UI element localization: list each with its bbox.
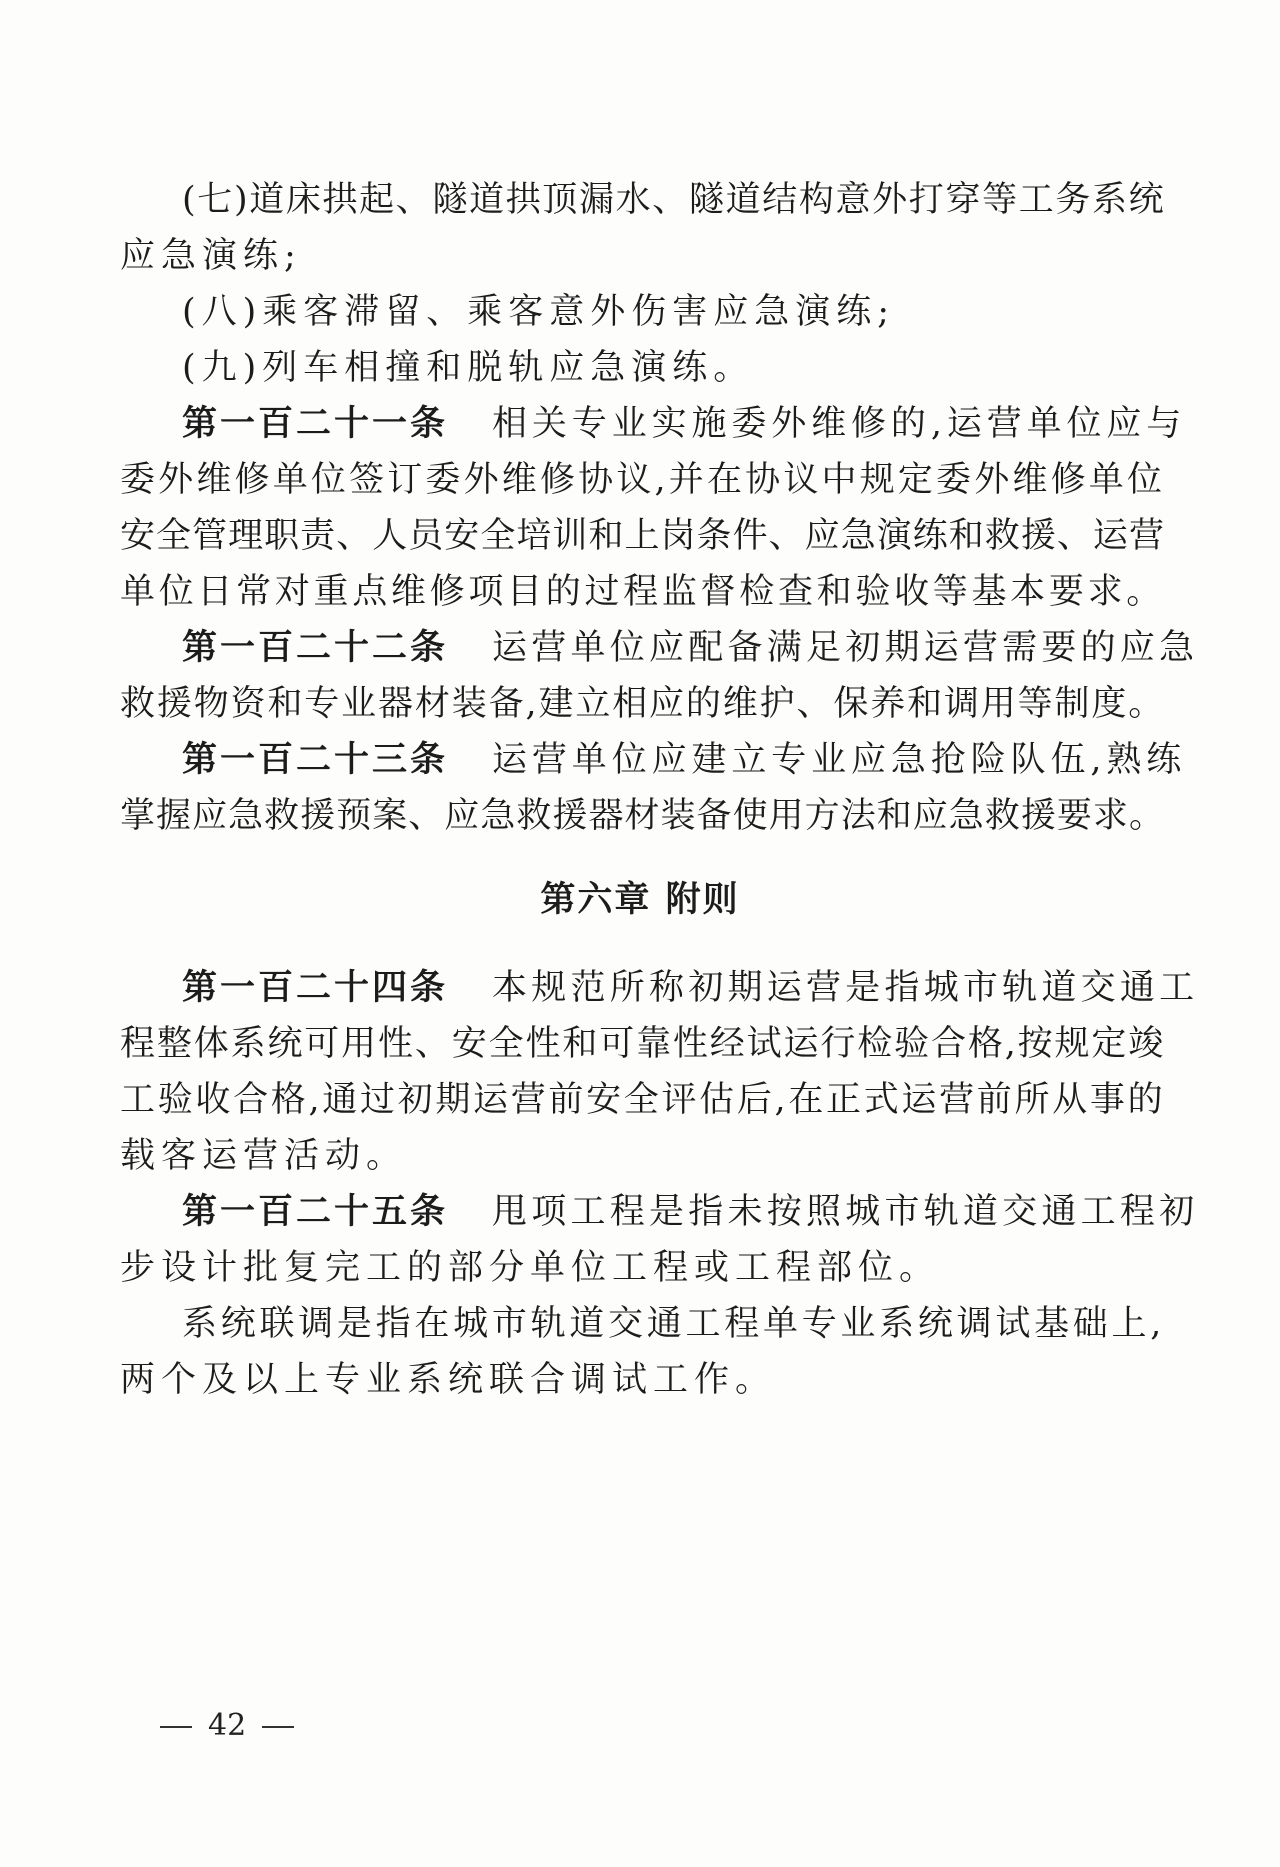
text-line: 运营单位应建立专业应急抢险队伍,熟练	[492, 740, 1187, 780]
text-line: 载客运营活动。	[120, 1136, 408, 1176]
dash-right	[262, 1726, 294, 1728]
text-line: 工验收合格,通过初期运营前安全评估后,在正式运营前所从事的	[120, 1080, 1166, 1120]
article-title: 第一百二十二条	[182, 627, 449, 668]
page-number	[160, 1706, 294, 1746]
page-number-value: 42	[208, 1708, 247, 1743]
text-line: (九)列车相撞和脱轨应急演练。	[182, 348, 755, 388]
article-123	[182, 738, 1186, 782]
article-122	[182, 626, 1198, 670]
text-line: 系统联调是指在城市轨道交通工程单专业系统调试基础上,	[182, 1304, 1166, 1344]
text-line: 运营单位应配备满足初期运营需要的应急	[492, 628, 1199, 668]
dash-left	[160, 1726, 192, 1728]
article-title: 第一百二十五条	[182, 1191, 449, 1232]
chapter-heading: 第六章 附则	[540, 879, 740, 920]
text-line: 应急演练;	[120, 236, 302, 276]
article-title: 第一百二十四条	[182, 967, 449, 1008]
text-line: 相关专业实施委外维修的,运营单位应与	[492, 404, 1187, 444]
text-line: 本规范所称初期运营是指城市轨道交通工	[492, 968, 1199, 1008]
text-line: (八)乘客滞留、乘客意外伤害应急演练;	[182, 292, 896, 332]
text-line: 步设计批复完工的部分单位工程或工程部位。	[120, 1248, 941, 1288]
article-125	[182, 1190, 1198, 1234]
text-line: 安全管理职责、人员安全培训和上岗条件、应急演练和救援、运营	[120, 516, 1166, 556]
text-line: (七)道床拱起、隧道拱顶漏水、隧道结构意外打穿等工务系统	[182, 180, 1166, 220]
text-line: 掌握应急救援预案、应急救援器材装备使用方法和应急救援要求。	[120, 796, 1166, 836]
article-title: 第一百二十三条	[182, 739, 449, 780]
text-line: 单位日常对重点维修项目的过程监督检查和验收等基本要求。	[120, 572, 1166, 612]
text-line: 救援物资和专业器材装备,建立相应的维护、保养和调用等制度。	[120, 684, 1166, 724]
text-line: 程整体系统可用性、安全性和可靠性经试运行检验合格,按规定竣	[120, 1024, 1166, 1064]
text-line: 两个及以上专业系统联合调试工作。	[120, 1360, 777, 1400]
article-124	[182, 966, 1198, 1010]
article-title: 第一百二十一条	[182, 403, 449, 444]
text-line: 甩项工程是指未按照城市轨道交通工程初	[492, 1192, 1199, 1232]
text-line: 委外维修单位签订委外维修协议,并在协议中规定委外维修单位	[120, 460, 1166, 500]
article-121	[182, 402, 1186, 446]
